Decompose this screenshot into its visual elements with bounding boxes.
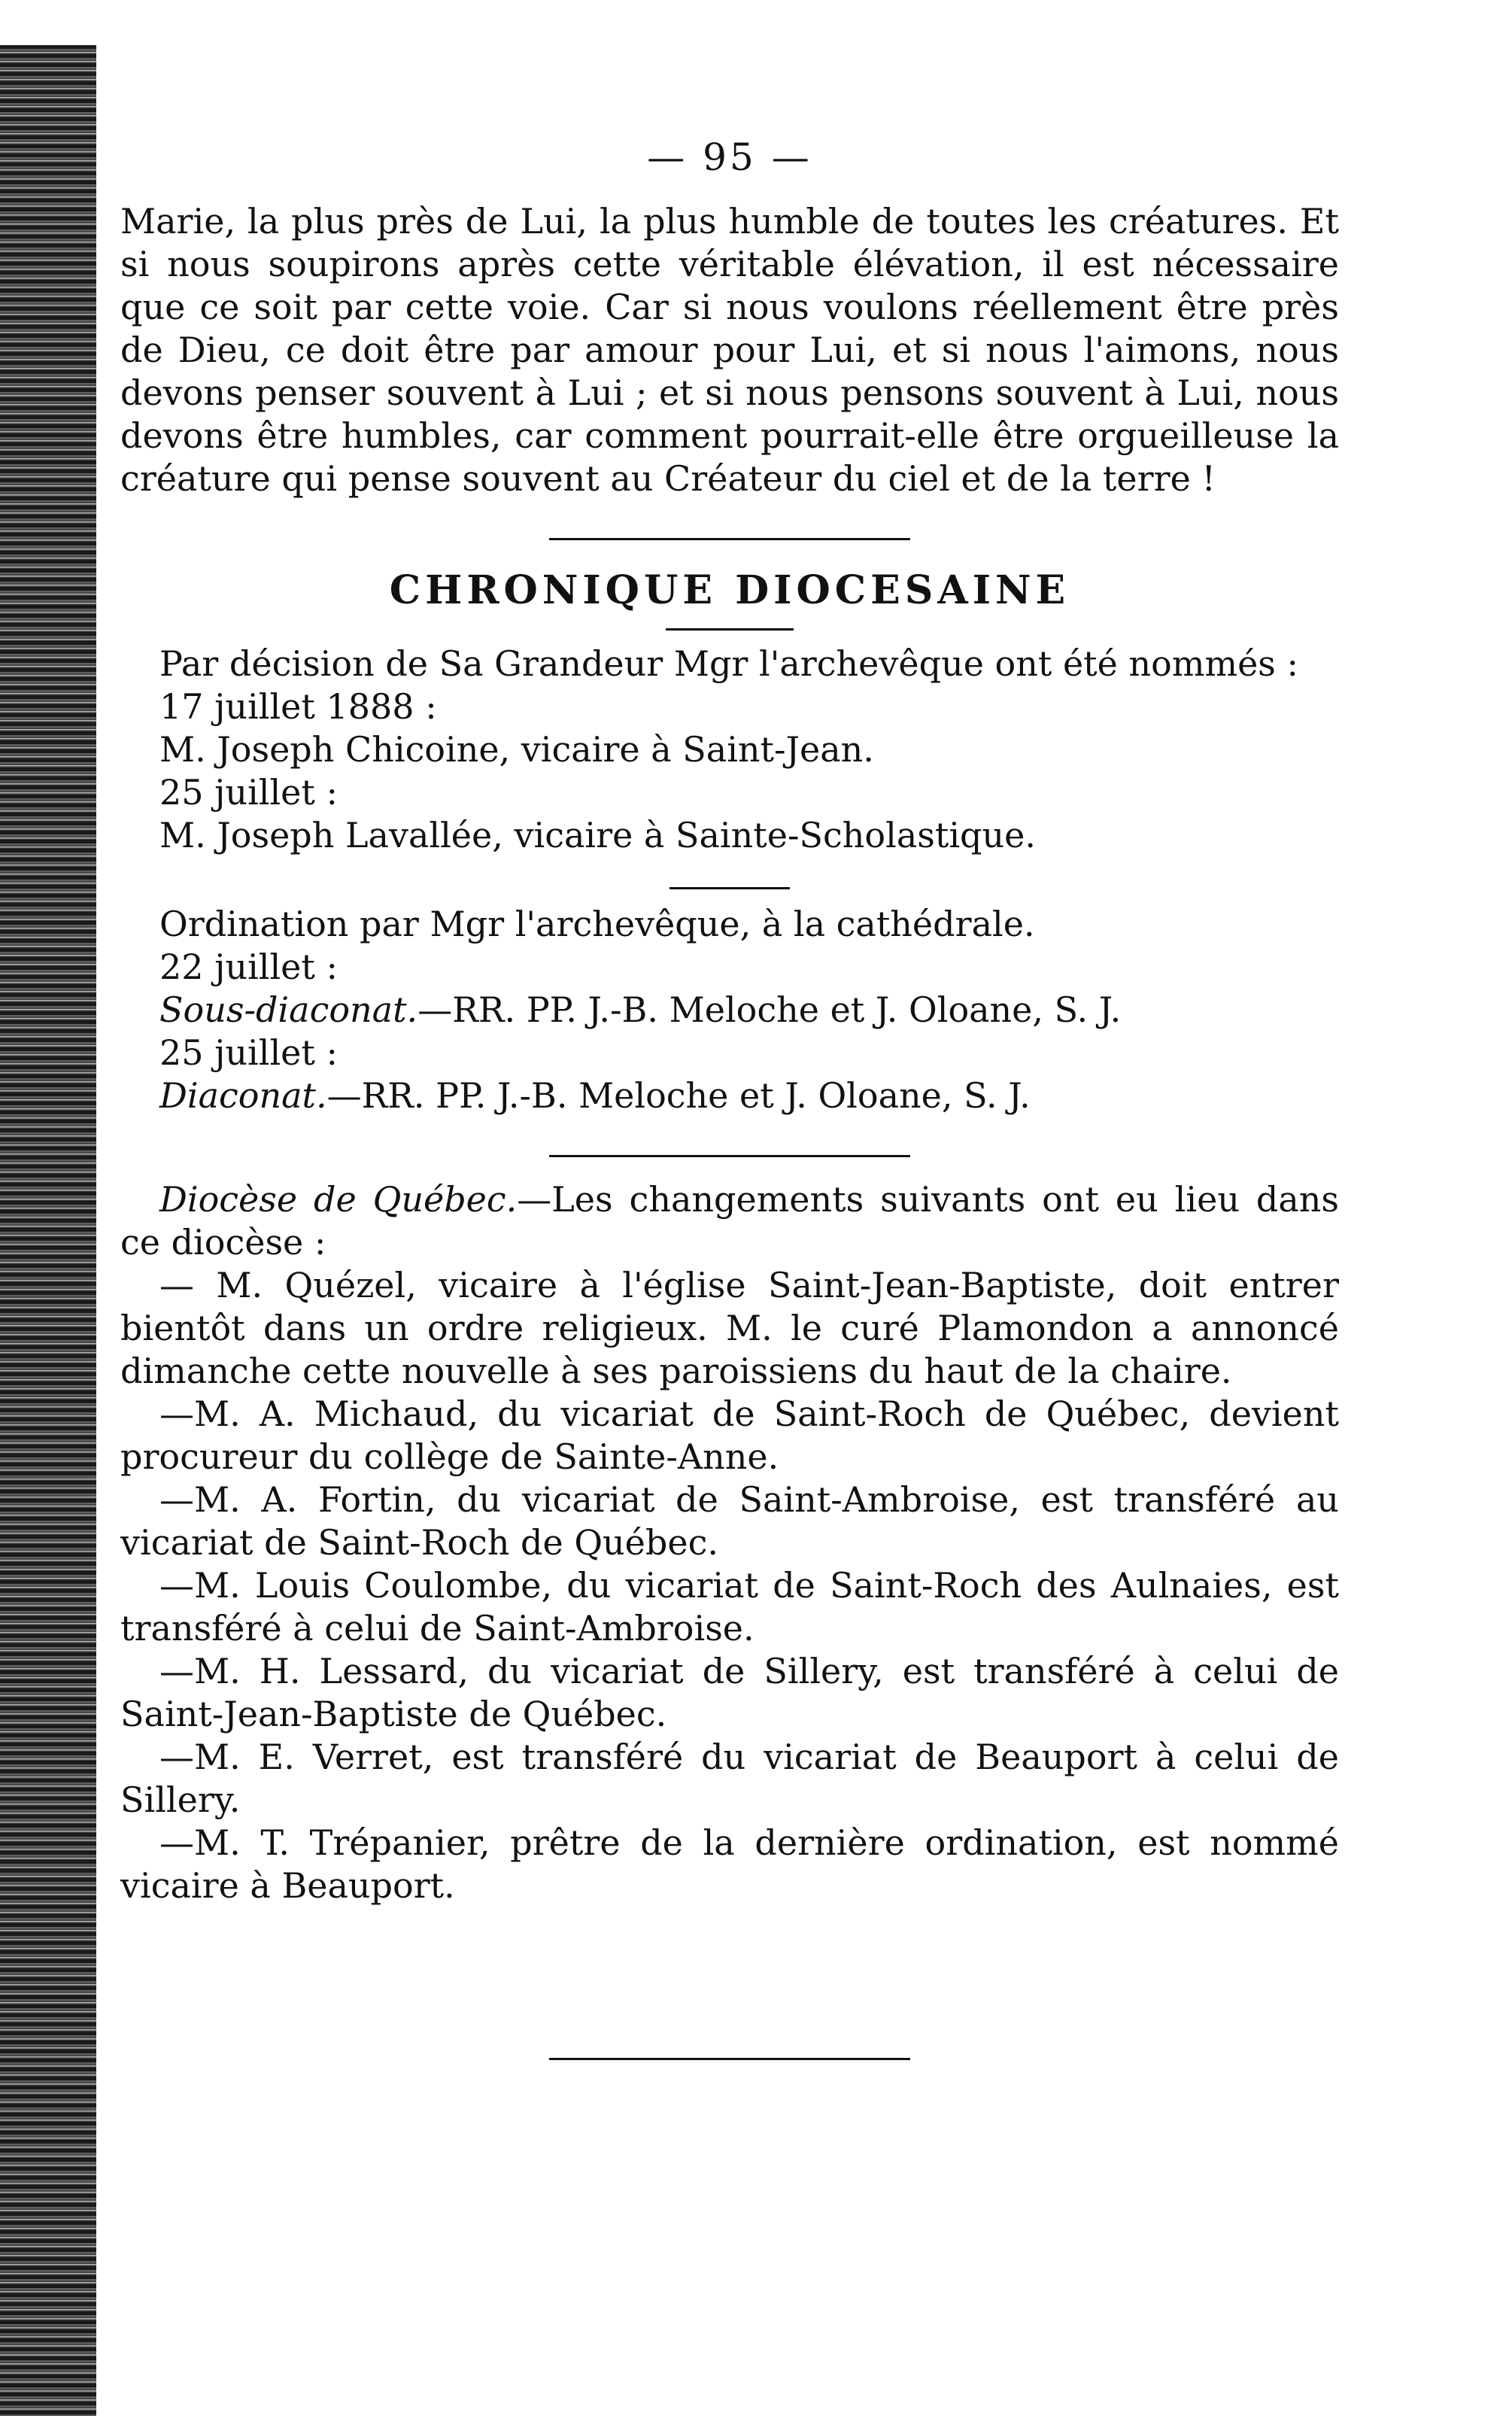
quebec-entry: —M. A. Michaud, du vicariat de Saint-Roch de Québec, devient procureur du collège de Sainte-Anne. bbox=[120, 1393, 1339, 1477]
appointment-item-2: M. Joseph Lavallée, vicaire à Sainte-Scholastique. bbox=[159, 815, 1036, 855]
section-title: CHRONIQUE DIOCESAINE bbox=[389, 567, 1070, 613]
title-underline bbox=[666, 628, 794, 631]
document-page bbox=[120, 135, 1339, 2060]
quebec-intro-text: —Les changements suivants ont eu lieu dans ce diocèse : bbox=[120, 1179, 1339, 1263]
appointment-date-2: 25 juillet : bbox=[159, 772, 339, 813]
ordination-block bbox=[120, 903, 1339, 1117]
ordination-text-2: —RR. PP. J.-B. Meloche et J. Oloane, S. J. bbox=[326, 1075, 1031, 1116]
quebec-entry: —M. E. Verret, est transféré du vicariat de Beauport à celui de Sillery. bbox=[120, 1737, 1339, 1820]
ordination-label-1: Sous-diaconat. bbox=[159, 989, 418, 1030]
appointments-intro: Par décision de Sa Grandeur Mgr l'archevêque ont été nommés : bbox=[159, 643, 1299, 684]
separator-rule bbox=[669, 887, 790, 889]
quebec-label: Diocèse de Québec. bbox=[159, 1179, 518, 1220]
quebec-entry: —M. H. Lessard, du vicariat de Sillery, est transféré à celui de Saint-Jean-Baptiste de Québec. bbox=[120, 1651, 1339, 1734]
page-binding-edge bbox=[0, 45, 96, 2416]
quebec-entry: —M. T. Trépanier, prêtre de la dernière ordination, est nommé vicaire à Beauport. bbox=[120, 1822, 1339, 1906]
appointment-item-1: M. Joseph Chicoine, vicaire à Saint-Jean. bbox=[159, 729, 874, 770]
quebec-entry: —M. Louis Coulombe, du vicariat de Saint-Roch des Aulnaies, est transféré à celui de Saint-Ambroise. bbox=[120, 1565, 1339, 1649]
ordination-date-2: 25 juillet : bbox=[159, 1032, 339, 1073]
quebec-entry: —M. A. Fortin, du vicariat de Saint-Ambroise, est transféré au vicariat de Saint-Roch de Québec. bbox=[120, 1479, 1339, 1563]
separator-rule bbox=[549, 1155, 910, 1157]
quebec-block bbox=[120, 1178, 1339, 1907]
ordination-line-2 bbox=[120, 1074, 1339, 1117]
page-number: — 95 — bbox=[647, 135, 812, 179]
ordination-intro: Ordination par Mgr l'archevêque, à la cathédrale. bbox=[159, 904, 1035, 944]
ordination-text-1: —RR. PP. J.-B. Meloche et J. Oloane, S. J. bbox=[417, 989, 1122, 1030]
quebec-entry: — M. Quézel, vicaire à l'église Saint-Jean-Baptiste, doit entrer bientôt dans un ordre religieux. M. le curé Plamondon a annoncé dimanche cette nouvelle à ses paroissiens du haut de la chaire. bbox=[120, 1265, 1339, 1391]
separator-rule bbox=[549, 538, 910, 540]
footer-rule bbox=[549, 2058, 910, 2060]
quebec-intro bbox=[120, 1178, 1339, 1264]
appointments-block bbox=[120, 643, 1339, 857]
ordination-date-1: 22 juillet : bbox=[159, 947, 339, 987]
appointment-date-1: 17 juillet 1888 : bbox=[159, 686, 437, 727]
ordination-label-2: Diaconat. bbox=[159, 1075, 327, 1116]
ordination-line-1 bbox=[120, 989, 1339, 1032]
intro-paragraph: Marie, la plus près de Lui, la plus humble de toutes les créatures. Et si nous soupirons après cette véritable élévation, il est nécessaire que ce soit par cette voie. Car si nous voulons réellement être près de Dieu, ce doit être par amour pour Lui, et si nous l'aimons, nous devons penser souvent à Lui ; et si nous pensons souvent à Lui, nous devons être humbles, car comment pourrait-elle être orgueilleuse la créature qui pense souvent au Créateur du ciel et de la terre ! bbox=[120, 201, 1339, 499]
